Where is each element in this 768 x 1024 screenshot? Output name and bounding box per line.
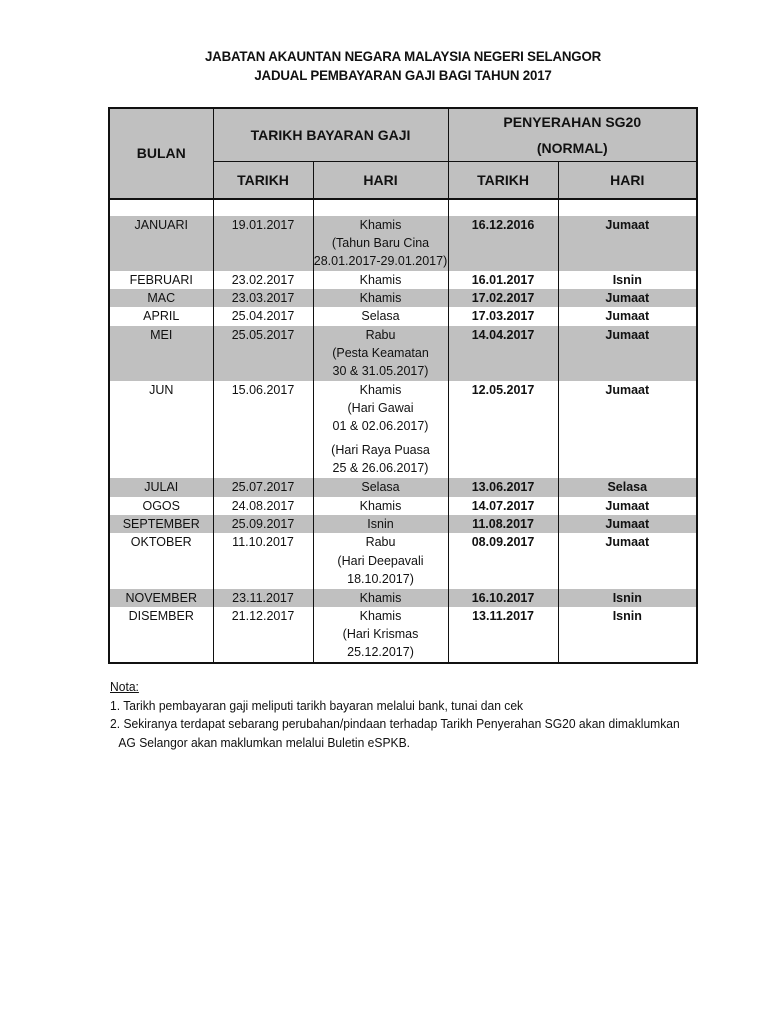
- cell-hari-line: Isnin: [367, 517, 394, 532]
- table-row: [109, 607, 697, 663]
- cell-tarikh: 24.08.2017: [213, 497, 313, 515]
- cell-tarikh: 25.04.2017: [213, 307, 313, 325]
- schedule-body: [109, 199, 697, 664]
- cell-sg20-tarikh: 12.05.2017: [448, 381, 558, 479]
- cell-bulan: NOVEMBER: [109, 589, 213, 607]
- cell-hari: [313, 271, 448, 289]
- cell-sg20-tarikh: 16.01.2017: [448, 271, 558, 289]
- cell-hari-line: 18.10.2017): [347, 571, 414, 586]
- cell-sg20-hari: Jumaat: [558, 497, 697, 515]
- header-tarikh: TARIKH: [213, 162, 313, 199]
- table-row: [109, 216, 697, 271]
- note-item-2: 2. Sekiranya terdapat sebarang perubahan/pindaan terhadap Tarikh Penyerahan SG20 akan dimaklumkan: [110, 716, 680, 731]
- cell-hari-line: (Hari Raya Puasa: [331, 443, 430, 458]
- notes-title: Nota:: [110, 679, 139, 694]
- table-row: [109, 326, 697, 381]
- table-row: [109, 533, 697, 588]
- cell-sg20-tarikh: 13.06.2017: [448, 478, 558, 496]
- cell-bulan: FEBRUARI: [109, 271, 213, 289]
- cell-hari: [313, 589, 448, 607]
- table-row: [109, 307, 697, 325]
- cell-sg20-hari: Jumaat: [558, 289, 697, 307]
- cell-hari: [313, 381, 448, 479]
- cell-sg20-hari: Isnin: [558, 271, 697, 289]
- cell-bulan: SEPTEMBER: [109, 515, 213, 533]
- cell-hari-line: 01 & 02.06.2017): [332, 419, 429, 434]
- cell-hari-line: Khamis: [359, 590, 402, 605]
- header-penyerahan-sg20: [448, 108, 697, 162]
- cell-hari: [313, 478, 448, 496]
- cell-bulan: OKTOBER: [109, 533, 213, 588]
- note-item-1: 1. Tarikh pembayaran gaji meliputi tarikh bayaran melalui bank, tunai dan cek: [110, 697, 524, 713]
- cell-bulan: JANUARI: [109, 216, 213, 271]
- header-penyerahan-line1: PENYERAHAN SG20: [503, 114, 642, 130]
- cell-tarikh: 23.11.2017: [213, 589, 313, 607]
- cell-sg20-hari: Jumaat: [558, 515, 697, 533]
- cell-sg20-tarikh: 16.10.2017: [448, 589, 558, 607]
- header-sg20-tarikh: TARIKH: [448, 162, 558, 199]
- cell-sg20-hari: Isnin: [558, 589, 697, 607]
- cell-sg20-tarikh: 13.11.2017: [448, 607, 558, 663]
- cell-hari-line: Khamis: [359, 382, 402, 397]
- cell-sg20-tarikh: 16.12.2016: [448, 216, 558, 271]
- table-row: [109, 271, 697, 289]
- table-row: [109, 289, 697, 307]
- cell-hari-line: 25.12.2017): [347, 645, 414, 660]
- cell-hari: [313, 307, 448, 325]
- header-tarikh-bayaran-gaji: TARIKH BAYARAN GAJI: [213, 108, 448, 162]
- cell-tarikh: 25.07.2017: [213, 478, 313, 496]
- cell-sg20-tarikh: 11.08.2017: [448, 515, 558, 533]
- cell-hari-line: Rabu: [365, 327, 396, 342]
- cell-hari-line: Selasa: [361, 309, 400, 324]
- cell-tarikh: 25.09.2017: [213, 515, 313, 533]
- cell-hari-line: Rabu: [365, 535, 396, 550]
- cell-tarikh: 19.01.2017: [213, 216, 313, 271]
- cell-tarikh: 21.12.2017: [213, 607, 313, 663]
- cell-sg20-hari: Selasa: [558, 478, 697, 496]
- header-bulan: BULAN: [109, 108, 213, 199]
- note-item-2-continued: AG Selangor akan maklumkan melalui Buletin eSPKB.: [118, 734, 411, 750]
- spacer-row: [109, 199, 697, 216]
- cell-hari-line: 25 & 26.06.2017): [332, 461, 429, 476]
- cell-hari: [313, 607, 448, 663]
- cell-sg20-tarikh: 17.02.2017: [448, 289, 558, 307]
- cell-hari-line: (Hari Krismas: [342, 627, 419, 642]
- cell-tarikh: 23.02.2017: [213, 271, 313, 289]
- cell-hari-line: 30 & 31.05.2017): [332, 363, 429, 378]
- cell-tarikh: 23.03.2017: [213, 289, 313, 307]
- salary-schedule-table: [108, 107, 698, 664]
- cell-tarikh: 15.06.2017: [213, 381, 313, 479]
- cell-hari-line: 28.01.2017-29.01.2017): [313, 253, 448, 268]
- cell-hari-line: (Hari Gawai: [347, 400, 414, 415]
- notes-section: [110, 678, 705, 752]
- document-title: JABATAN AKAUNTAN NEGARA MALAYSIA NEGERI SELANGOR: [204, 48, 602, 64]
- table-row: [109, 515, 697, 533]
- cell-hari: [313, 289, 448, 307]
- cell-bulan: DISEMBER: [109, 607, 213, 663]
- cell-sg20-hari: Jumaat: [558, 326, 697, 381]
- cell-hari-line: Selasa: [361, 480, 400, 495]
- cell-hari-line: Khamis: [359, 498, 402, 513]
- table-row: [109, 381, 697, 479]
- cell-hari: [313, 515, 448, 533]
- cell-sg20-tarikh: 14.07.2017: [448, 497, 558, 515]
- cell-hari-line: (Tahun Baru Cina: [331, 235, 430, 250]
- cell-sg20-tarikh: 08.09.2017: [448, 533, 558, 588]
- cell-sg20-hari: Jumaat: [558, 307, 697, 325]
- cell-hari-line: Khamis: [359, 290, 402, 305]
- cell-bulan: MEI: [109, 326, 213, 381]
- cell-hari: [313, 497, 448, 515]
- cell-hari-line: Khamis: [359, 608, 402, 623]
- table-row: [109, 497, 697, 515]
- header-penyerahan-line2: (NORMAL): [536, 140, 608, 156]
- cell-bulan: JULAI: [109, 478, 213, 496]
- cell-bulan: APRIL: [109, 307, 213, 325]
- cell-hari: [313, 533, 448, 588]
- cell-bulan: MAC: [109, 289, 213, 307]
- cell-hari-line: Khamis: [359, 272, 402, 287]
- table-row: [109, 478, 697, 496]
- cell-sg20-hari: Jumaat: [558, 533, 697, 588]
- cell-tarikh: 25.05.2017: [213, 326, 313, 381]
- cell-tarikh: 11.10.2017: [213, 533, 313, 588]
- cell-hari: [313, 216, 448, 271]
- document-subtitle: JADUAL PEMBAYARAN GAJI BAGI TAHUN 2017: [254, 67, 552, 83]
- header-hari: HARI: [313, 162, 448, 199]
- cell-sg20-hari: Jumaat: [558, 216, 697, 271]
- cell-hari-line: Khamis: [359, 217, 402, 232]
- cell-bulan: JUN: [109, 381, 213, 479]
- cell-sg20-hari: Isnin: [558, 607, 697, 663]
- header-sg20-hari: HARI: [558, 162, 697, 199]
- table-row: [109, 589, 697, 607]
- cell-hari-line: (Pesta Keamatan: [332, 345, 429, 360]
- cell-bulan: OGOS: [109, 497, 213, 515]
- cell-sg20-tarikh: 17.03.2017: [448, 307, 558, 325]
- cell-hari: [313, 326, 448, 381]
- cell-sg20-hari: Jumaat: [558, 381, 697, 479]
- cell-hari-line: (Hari Deepavali: [337, 553, 424, 568]
- cell-sg20-tarikh: 14.04.2017: [448, 326, 558, 381]
